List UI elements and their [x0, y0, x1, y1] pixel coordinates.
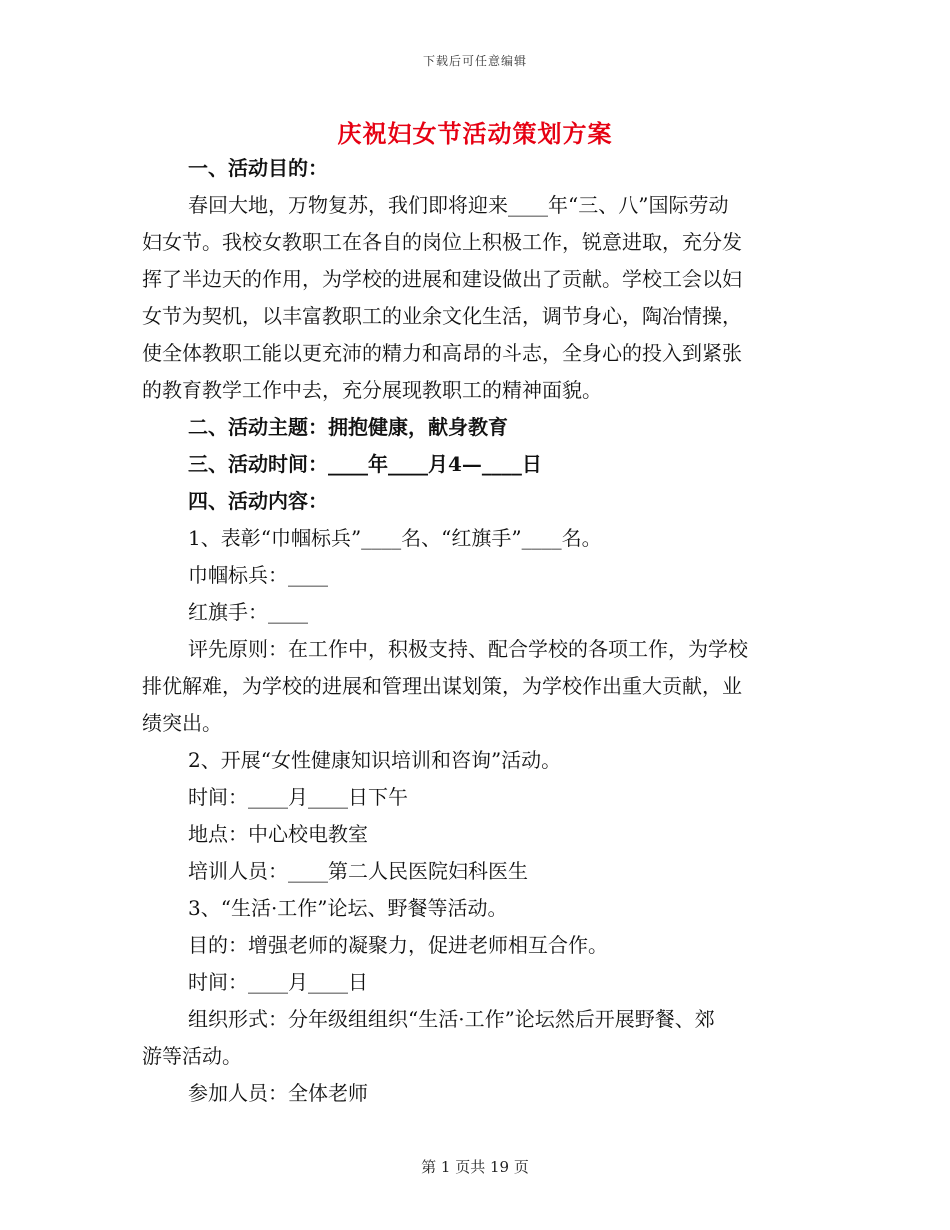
- body-line: 参加人员：全体老师: [188, 1081, 368, 1105]
- page-header: 下载后可任意编辑: [422, 54, 527, 68]
- body-line: 春回大地，万物复苏，我们即将迎来____年“三、八”国际劳动: [188, 193, 729, 217]
- body-line: 1、表彰“巾帼标兵”____名、“红旗手”____名。: [188, 526, 602, 550]
- body-line: 妇女节。我校女教职工在各自的岗位上积极工作，锐意进取，充分发: [142, 230, 742, 254]
- body-line: 挥了半边天的作用，为学校的进展和建设做出了贡献。学校工会以妇: [142, 267, 742, 291]
- body-line: 时间：____月____日下午: [188, 785, 408, 809]
- body-line: 2、开展“女性健康知识培训和咨询”活动。: [188, 748, 562, 772]
- page-footer: 第 1 页共 19 页: [421, 1158, 529, 1176]
- body-line: 的教育教学工作中去，充分展现教职工的精神面貌。: [142, 378, 602, 402]
- body-line: 游等活动。: [142, 1044, 242, 1068]
- body-line: 评先原则：在工作中，积极支持、配合学校的各项工作，为学校: [188, 637, 748, 661]
- body-line: 培训人员：____第二人民医院妇科医生: [188, 859, 528, 883]
- document-body: [142, 150, 802, 1112]
- body-line: 时间：____月____日: [188, 970, 368, 994]
- document-title: 庆祝妇女节活动策划方案: [337, 119, 613, 148]
- section-heading: 一、活动目的：: [188, 156, 328, 180]
- body-line: 地点：中心校电教室: [188, 822, 368, 846]
- body-line: 排优解难，为学校的进展和管理出谋划策，为学校作出重大贡献，业: [142, 674, 742, 698]
- body-line: 红旗手：____: [188, 600, 308, 624]
- body-line: 使全体教职工能以更充沛的精力和高昂的斗志，全身心的投入到紧张: [142, 341, 742, 365]
- body-line: 组织形式：分年级组组织“生活·工作”论坛然后开展野餐、郊: [188, 1007, 715, 1031]
- body-line: 3、“生活·工作”论坛、野餐等活动。: [188, 896, 508, 920]
- section-heading: 二、活动主题：拥抱健康，献身教育: [188, 415, 508, 439]
- section-heading: 三、活动时间：____年____月4—____日: [188, 452, 542, 476]
- body-line: 女节为契机，以丰富教职工的业余文化生活，调节身心，陶冶情操，: [142, 304, 742, 328]
- section-heading: 四、活动内容：: [188, 489, 328, 513]
- body-line: 绩突出。: [142, 711, 222, 735]
- body-line: 巾帼标兵：____: [188, 563, 328, 587]
- body-line: 目的：增强老师的凝聚力，促进老师相互合作。: [188, 933, 608, 957]
